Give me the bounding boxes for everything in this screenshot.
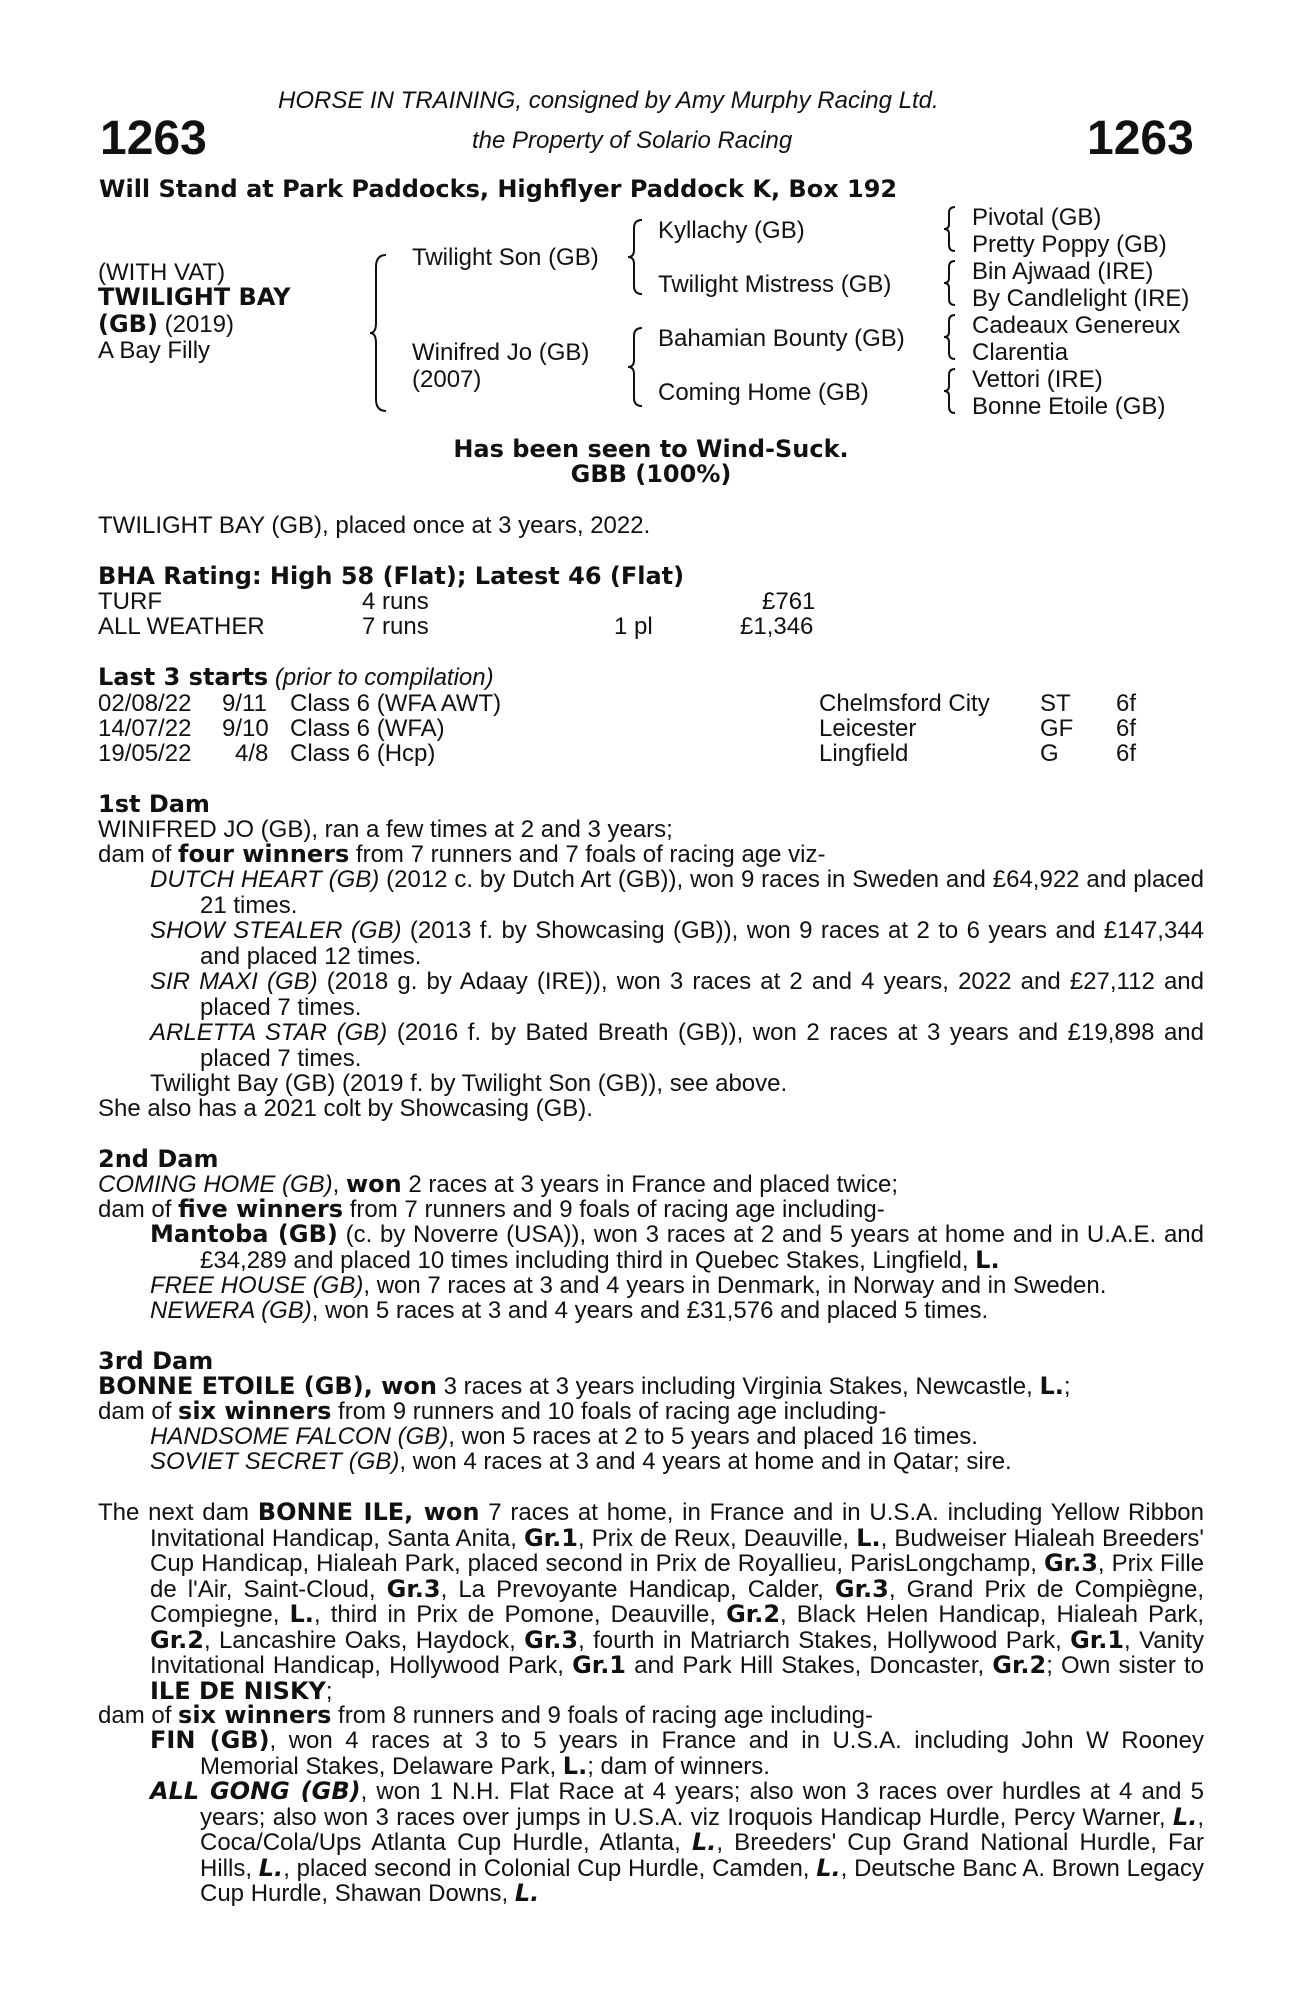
- progeny-entry: [150, 1779, 1204, 1907]
- pedigree-brace-sire: [626, 218, 646, 296]
- pedigree-g3-item: Bin Ajwaad (IRE): [972, 258, 1154, 285]
- pedigree-sire-sire: Kyllachy (GB): [658, 217, 805, 244]
- text: from 7 runners and 9 foals of racing age including-: [343, 1196, 885, 1223]
- progeny-text: (2018 g. by Adaay (IRE)), won 3 races at 2 and 4 years, 2022 and £27,112 and placed 7 times.: [200, 968, 1204, 1021]
- last-starts-title: Last 3 starts: [98, 663, 269, 691]
- progeny-text: , won 5 races at 2 to 5 years and placed 16 times.: [448, 1423, 978, 1450]
- text: , third in Prix de Pomone, Deauville,: [313, 1601, 727, 1628]
- grade-mark: Gr.1: [1070, 1625, 1125, 1654]
- progeny-text: , Coca/Cola/Ups Atlanta Cup Hurdle, Atlanta,: [200, 1803, 1204, 1856]
- start-date: 19/05/22: [98, 740, 192, 767]
- progeny-name: ALL GONG (GB): [150, 1777, 361, 1805]
- start-date: 02/08/22: [98, 690, 192, 717]
- progeny-name: DUTCH HEART (GB): [150, 866, 380, 893]
- progeny-name: HANDSOME FALCON (GB): [150, 1423, 449, 1450]
- text: ; Own sister to: [1046, 1652, 1205, 1679]
- text: 3 races at 3 years including Virginia Stakes, Newcastle,: [436, 1373, 1040, 1400]
- rating-row: [98, 614, 1198, 640]
- pedigree-g3-item: Bonne Etoile (GB): [972, 393, 1166, 420]
- progeny-entry: [150, 1273, 1106, 1299]
- consignment-line: HORSE IN TRAINING, consigned by Amy Murphy Racing Ltd.: [278, 87, 939, 114]
- won-label: won: [346, 1170, 402, 1198]
- lot-number-right: 1263: [1087, 112, 1194, 165]
- rating-prize: £761: [762, 588, 816, 615]
- text: The next dam: [98, 1499, 258, 1526]
- rating-placed: 1 pl: [614, 613, 653, 640]
- start-course: Chelmsford City: [819, 690, 990, 717]
- horse-country: (GB): [98, 310, 158, 338]
- twilight-bay-entry: Twilight Bay (GB) (2019 f. by Twilight Son (GB)), see above.: [150, 1070, 788, 1097]
- pedigree-g3-item: By Candlelight (IRE): [972, 285, 1190, 312]
- bha-rating-heading: BHA Rating: High 58 (Flat); Latest 46 (Flat): [98, 562, 685, 590]
- text: ;: [325, 1677, 333, 1705]
- next-dam-produce: [98, 1703, 873, 1729]
- progeny-name: FREE HOUSE (GB): [150, 1272, 364, 1299]
- start-row: [98, 741, 1198, 767]
- text: , Grand Prix de Compiègne, Compiegne,: [150, 1575, 1204, 1628]
- grade-mark: Gr.2: [150, 1625, 204, 1654]
- start-going: G: [1040, 740, 1059, 767]
- progeny-text: (2013 f. by Showcasing (GB)), won 9 races at 2 to 6 years and £147,344 and placed 12 times.: [200, 917, 1205, 970]
- listed-mark: L.: [856, 1523, 881, 1552]
- text: dam of: [98, 1196, 179, 1223]
- horse-description: A Bay Filly: [98, 337, 211, 364]
- progeny-text: , won 5 races at 3 and 4 years and £31,576 and placed 5 times.: [311, 1297, 989, 1324]
- first-dam-heading: 1st Dam: [98, 790, 210, 818]
- pedigree-dam-sire: Bahamian Bounty (GB): [658, 325, 905, 352]
- won-label: , won: [404, 1498, 480, 1526]
- text: , Vanity Invitational Handicap, Hollywood Park,: [150, 1626, 1204, 1679]
- pedigree-brace-g3-2: [942, 259, 958, 307]
- text: dam of: [98, 841, 179, 868]
- pedigree-dam-dam: Coming Home (GB): [658, 379, 869, 406]
- next-dam-paragraph: [98, 1500, 1204, 1704]
- third-dam-line: [98, 1374, 1071, 1400]
- rating-prize: £1,346: [740, 613, 814, 640]
- listed-mark: L.: [562, 1751, 588, 1780]
- second-dam-heading: 2nd Dam: [98, 1145, 219, 1173]
- rating-row: [98, 589, 1198, 615]
- progeny-name: Mantoba (GB): [150, 1220, 338, 1248]
- start-going: GF: [1040, 715, 1074, 742]
- pedigree-brace-dam: [626, 326, 646, 408]
- location-line: Will Stand at Park Paddocks, Highflyer Paddock K, Box 192: [99, 175, 898, 203]
- progeny-name: FIN (GB): [150, 1726, 270, 1754]
- grade-mark: Gr.3: [834, 1574, 889, 1603]
- text: , La Prevoyante Handicap, Calder,: [440, 1575, 835, 1603]
- progeny-name: NEWERA (GB): [150, 1297, 312, 1324]
- pedigree-sire: Twilight Son (GB): [412, 244, 599, 271]
- vat-note: (WITH VAT): [98, 259, 226, 286]
- progeny-text: , Deutsche Banc A. Brown Legacy Cup Hurdle, Shawan Downs,: [200, 1854, 1204, 1907]
- listed-mark: L.: [1039, 1372, 1064, 1400]
- progeny-text: , won 7 races at 3 and 4 years in Denmark, in Norway and in Sweden.: [363, 1272, 1107, 1299]
- progeny-name: ARLETTA STAR (GB): [150, 1019, 388, 1046]
- rating-runs: 4 runs: [362, 588, 429, 615]
- progeny-entry: [150, 1449, 1012, 1475]
- progeny-text: , won 4 races at 3 and 4 years at home and in Qatar; sire.: [399, 1448, 1012, 1475]
- rating-surface: ALL WEATHER: [98, 613, 265, 640]
- progeny-name: SHOW STEALER (GB): [150, 917, 402, 944]
- progeny-text: (2012 c. by Dutch Art (GB)), won 9 races in Sweden and £64,922 and placed 21 times.: [200, 866, 1205, 919]
- dam-name: COMING HOME (GB): [98, 1171, 333, 1198]
- third-dam-heading: 3rd Dam: [98, 1347, 214, 1375]
- progeny-entry: [150, 918, 1204, 969]
- grade-mark: Gr.3: [1043, 1549, 1098, 1577]
- pedigree-g3-item: Pretty Poppy (GB): [972, 231, 1167, 258]
- progeny-text: , won 1 N.H. Flat Race at 4 years; also won 3 races over hurdles at 4 and 5 years; also won 3 races over jumps in U.S.A. viz Iroquois Handicap Hurdle, Percy Warner,: [200, 1778, 1205, 1831]
- pedigree-brace-g3-4: [942, 367, 958, 415]
- listed-mark: L.: [258, 1853, 284, 1882]
- progeny-entry: [150, 1222, 1204, 1273]
- dam-name: BONNE ILE: [257, 1498, 405, 1526]
- listed-mark: L.: [816, 1853, 841, 1882]
- winners-count: five winners: [178, 1195, 344, 1223]
- text: from 9 runners and 10 foals of racing age including-: [331, 1398, 887, 1425]
- progeny-text: ; dam of winners.: [587, 1752, 770, 1780]
- rating-runs: 7 runs: [362, 613, 429, 640]
- sister-name: ILE DE NISKY: [150, 1676, 326, 1705]
- last-starts-heading: [98, 665, 494, 691]
- progeny-text: (c. by Noverre (USA)), won 3 races at 2 and 5 years at home and in U.A.E. and £34,289 and placed 10 times including third in Quebec Stakes, Lingfield,: [200, 1221, 1204, 1274]
- first-dam-produce: [98, 842, 825, 868]
- listed-mark: L.: [1172, 1802, 1198, 1831]
- third-dam-produce: [98, 1399, 886, 1425]
- progeny-entry: [150, 969, 1204, 1020]
- text: and Park Hill Stakes, Doncaster,: [626, 1652, 993, 1679]
- start-date: 14/07/22: [98, 715, 192, 742]
- progeny-name: SOVIET SECRET (GB): [150, 1448, 400, 1475]
- text: , Budweiser Hialeah Breeders' Cup Handicap, Hialeah Park, placed second in Prix de Royallieu, ParisLongchamp,: [150, 1524, 1205, 1577]
- pedigree-g3-item: Cadeaux Genereux: [972, 312, 1181, 339]
- pedigree-brace-g3-1: [942, 205, 958, 253]
- start-distance: 6f: [1116, 690, 1137, 717]
- start-position: 9/11: [222, 690, 267, 717]
- start-distance: 6f: [1116, 740, 1137, 767]
- listed-mark: L.: [975, 1245, 1000, 1274]
- horse-origin: [98, 312, 234, 338]
- start-course: Leicester: [819, 715, 917, 742]
- text: , Black Helen Handicap, Hialeah Park,: [780, 1601, 1205, 1628]
- property-line: the Property of Solario Racing: [472, 127, 793, 154]
- horse-name: TWILIGHT BAY: [98, 283, 291, 311]
- grade-mark: Gr.3: [524, 1625, 579, 1654]
- progeny-text: , placed second in Colonial Cup Hurdle, Camden,: [283, 1854, 817, 1882]
- text: from 7 runners and 7 foals of racing age viz-: [349, 841, 826, 868]
- text: from 8 runners and 9 foals of racing age including-: [331, 1702, 874, 1729]
- start-going: ST: [1040, 690, 1071, 717]
- listed-mark: L.: [514, 1879, 540, 1907]
- second-dam-line: COMING HOME (GB), won 2 races at 3 years in France and placed twice;: [98, 1170, 899, 1198]
- racing-summary: TWILIGHT BAY (GB), placed once at 3 years, 2022.: [98, 512, 651, 539]
- text: dam of: [98, 1702, 179, 1729]
- listed-mark: L.: [289, 1600, 314, 1628]
- pedigree-brace-g3-3: [942, 313, 958, 361]
- dam-name: BONNE ETOILE (GB), won: [98, 1372, 437, 1400]
- grade-mark: Gr.1: [572, 1651, 627, 1679]
- winners-count: six winners: [178, 1701, 332, 1729]
- last-starts-note: (prior to compilation): [274, 664, 494, 691]
- text: , Lancashire Oaks, Haydock,: [203, 1626, 525, 1654]
- text: , Prix de Reux, Deauville,: [577, 1524, 857, 1552]
- start-row: [98, 716, 1198, 742]
- text: 7 races at home, in France and in U.S.A. including Yellow Ribbon Invitational Handicap, Santa Anita,: [150, 1499, 1204, 1552]
- winners-count: four winners: [178, 840, 350, 868]
- rating-surface: TURF: [98, 588, 162, 615]
- start-distance: 6f: [1116, 715, 1137, 742]
- grade-mark: Gr.2: [726, 1600, 781, 1628]
- text: , fourth in Matriarch Stakes, Hollywood Park,: [578, 1626, 1071, 1654]
- start-row: [98, 691, 1198, 717]
- pedigree-g3-item: Pivotal (GB): [972, 204, 1102, 231]
- start-race: Class 6 (WFA AWT): [290, 690, 502, 717]
- progeny-text: (2016 f. by Bated Breath (GB)), won 2 races at 3 years and £19,898 and placed 7 times.: [200, 1019, 1204, 1072]
- pedigree-sire-dam: Twilight Mistress (GB): [658, 271, 892, 298]
- pedigree-brace-main: [368, 253, 392, 413]
- gbb-notice: GBB (100%): [570, 460, 732, 488]
- start-race: Class 6 (Hcp): [290, 740, 436, 767]
- listed-mark: L.: [691, 1828, 717, 1856]
- pedigree-dam-year: (2007): [412, 366, 482, 393]
- progeny-entry: [150, 1424, 978, 1450]
- text: dam of: [98, 1398, 179, 1425]
- start-position: 9/10: [222, 715, 269, 742]
- winners-count: six winners: [178, 1397, 332, 1425]
- progeny-entry: [150, 1298, 988, 1324]
- text: 2 races at 3 years in France and placed twice;: [401, 1171, 899, 1198]
- progeny-text: , won 4 races at 3 to 5 years in France and in U.S.A. including John W Rooney Memorial Stakes, Delaware Park,: [200, 1727, 1204, 1780]
- progeny-name: SIR MAXI (GB): [150, 968, 318, 995]
- start-race: Class 6 (WFA): [290, 715, 445, 742]
- also-note: She also has a 2021 colt by Showcasing (GB).: [98, 1095, 593, 1122]
- horse-year: (2019): [157, 311, 234, 338]
- lot-number-left: 1263: [100, 112, 207, 165]
- progeny-text: , Breeders' Cup Grand National Hurdle, Far Hills,: [200, 1829, 1204, 1882]
- first-dam-line: WINIFRED JO (GB), ran a few times at 2 and 3 years;: [98, 816, 673, 843]
- text: , Prix Fille de l'Air, Saint-Cloud,: [150, 1550, 1204, 1603]
- start-position: 4/8: [235, 740, 269, 767]
- progeny-entry: [150, 867, 1204, 918]
- grade-mark: Gr.2: [992, 1651, 1047, 1679]
- progeny-entry: [150, 1728, 1204, 1779]
- start-course: Lingfield: [819, 740, 909, 767]
- progeny-entry: [150, 1020, 1204, 1071]
- pedigree-g3-item: Clarentia: [972, 339, 1069, 366]
- second-dam-produce: [98, 1197, 885, 1223]
- wind-suck-notice: Has been seen to Wind-Suck.: [453, 435, 849, 463]
- pedigree-g3-item: Vettori (IRE): [972, 366, 1103, 393]
- grade-mark: Gr.1: [523, 1523, 578, 1552]
- pedigree-dam: Winifred Jo (GB): [412, 339, 590, 366]
- text: ;: [1063, 1373, 1071, 1400]
- grade-mark: Gr.3: [386, 1574, 441, 1603]
